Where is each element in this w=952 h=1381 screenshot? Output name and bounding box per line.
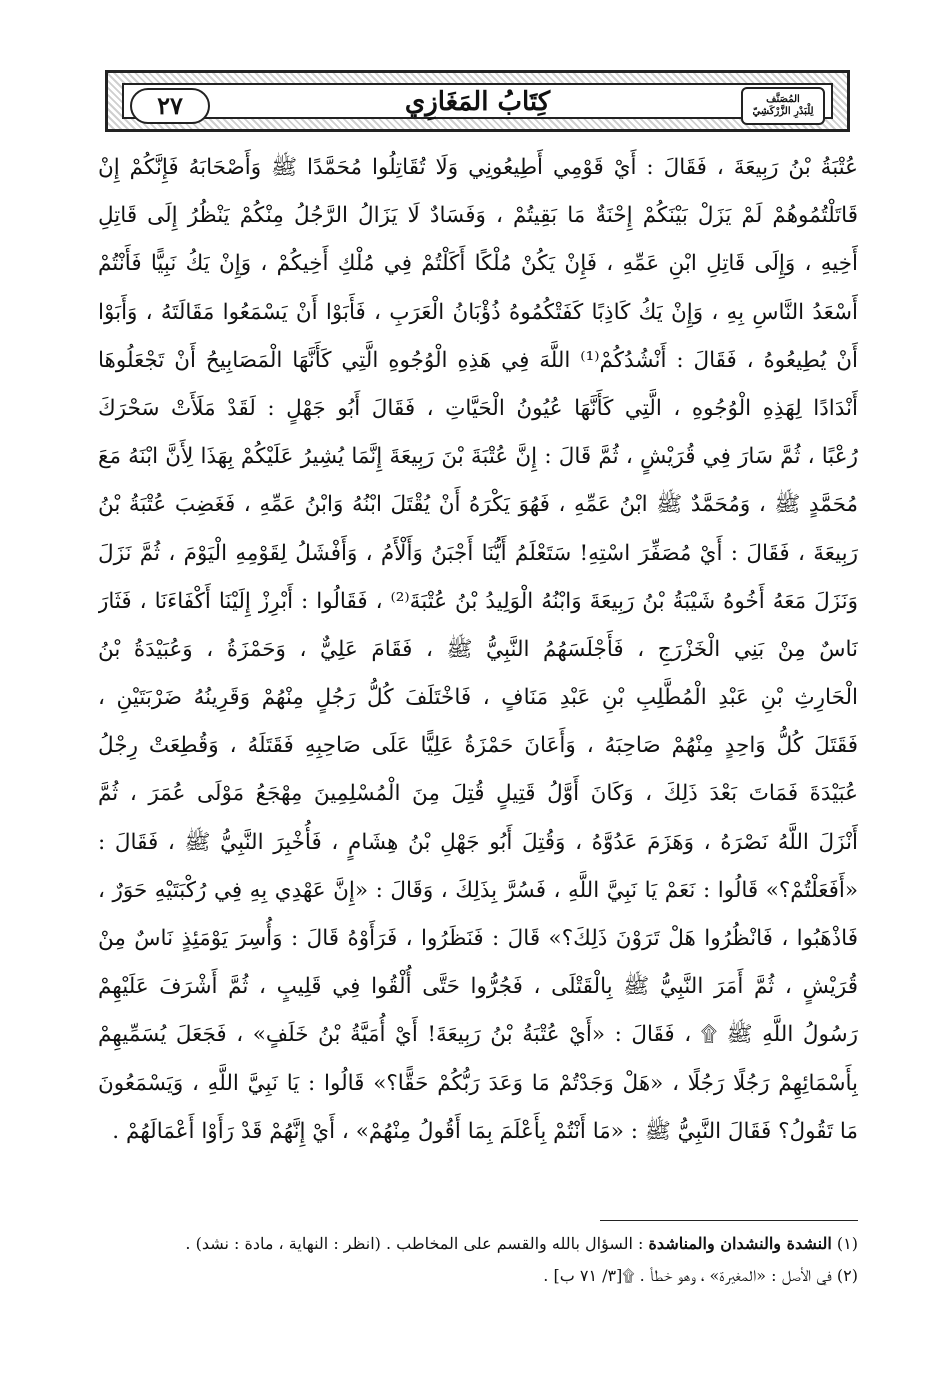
footnote-text: : السؤال بالله والقسم على المخاطب . (انظر : النهاية ، مادة : نشد) .: [185, 1234, 644, 1253]
text-line: بِأَسْمَائِهِمْ رَجُلًا رَجُلًا ، «هَلْ وَجَدْتُمْ مَا وَعَدَ رَبُّكُمْ حَقًّا؟» قَالُوا : يَا نَبِيَّ اللَّهِ ، وَيَسْمَعُونَ: [98, 1070, 858, 1096]
text-line: رَسُولُ اللَّهِ ﷺ ۩ ، فَقَالَ : «أَيْ عُتْبَةُ بْنُ رَبِيعَةَ! أَيْ أُمَيَّةُ بْنُ خَلَفٍ» ، فَجَعَلَ يُسَمِّيهِمْ: [98, 1022, 858, 1048]
text-line: أَنْ يُطِيعُوهُ ، فَقَالَ : أَنْشُدُكُمْ⁽¹⁾ اللَّهَ فِي هَذِهِ الْوُجُوهِ الَّتِي كَأَنَّهَا الْمَصَابِيحُ أَنْ تَجْعَلُوهَا: [98, 347, 858, 373]
text-line: نَاسٌ مِنْ بَنِي الْخَزْرَجِ ، فَأَجْلَسَهُمُ النَّبِيُّ ﷺ ، فَقَامَ عَلِيٌّ ، وَحَمْزَةُ ، وَعُبَيْدَةُ بْنُ: [98, 636, 858, 662]
footnote-marker: (٢): [836, 1266, 858, 1285]
footnote-term: النشدة والنشدان والمناشدة: [648, 1234, 832, 1253]
text-line: أَخِيهِ ، وَإِلَى قَاتِلِ ابْنِ عَمِّهِ ، فَإِنْ يَكُنْ مُلْكًا أَكَلْتُمْ فِي مُلْكِ أَخِيكُمْ ، وَإِنْ يَكُ نَبِيًّا فَأَنْتُمْ: [98, 251, 858, 277]
text-line: الْحَارِثِ بْنِ عَبْدِ الْمُطَّلِبِ بْنِ عَبْدِ مَنَافٍ ، فَاخْتَلَفَ كُلُّ رَجُلٍ مِنْهُمْ وَقَرِينُهُ ضَرْبَتَيْنِ ،: [98, 685, 858, 711]
book-title: كِتَابُ المَغَازِي: [404, 87, 551, 117]
text-line: مَا تَقُولُ؟ فَقَالَ النَّبِيُّ ﷺ : «مَا أَنْتُمْ بِأَعْلَمَ بِمَا أَقُولُ مِنْهُمْ» ، أَيْ إِنَّهُمْ قَدْ رَأَوْا أَعْمَالَهُمْ .: [112, 1118, 858, 1144]
text-line: عُتْبَةُ بْنُ رَبِيعَةَ ، فَقَالَ : أَيْ قَوْمِي أَطِيعُونِي وَلَا تُقَاتِلُوا مُحَمَّدًا ﷺ وَأَصْحَابَهُ فَإِنَّكُمْ إِنْ: [98, 155, 858, 180]
text-line: أَنْزَلَ اللَّهُ نَصْرَهُ ، وَهَزَمَ عَدُوَّهُ ، وَقُتِلَ أَبُو جَهْلِ بْنُ هِشَامٍ ، فَأُخْبِرَ النَّبِيُّ ﷺ ، فَقَالَ :: [98, 829, 858, 855]
footnote-1: [98, 1228, 858, 1260]
text-line: رَبِيعَةَ ، فَقَالَ : أَيْ مُصَفِّرَ اسْتِهِ! سَتَعْلَمُ أَيُّنَا أَجْبَنُ وَأَلْأَمُ ، وَأَفْشَلُ لِقَوْمِهِ الْيَوْمَ ، ثُمَّ نَزَلَ: [98, 540, 858, 566]
text-line: مُحَمَّدٍ ﷺ ، وَمُحَمَّدٌ ﷺ ابْنُ عَمِّهِ ، فَهُوَ يَكْرَهُ أَنْ يُقْتَلَ ابْنُهُ وَابْنُ عَمِّهِ ، فَغَضِبَ عُتْبَةُ بْنُ: [98, 492, 858, 518]
text-line: عُبَيْدَةَ فَمَاتَ بَعْدَ ذَلِكَ ، وَكَانَ أَوَّلُ قَتِيلٍ قُتِلَ مِنَ الْمُسْلِمِينَ مِهْجَعُ مَوْلَى عُمَرَ ، ثُمَّ: [98, 781, 858, 807]
text-line: وَنَزَلَ مَعَهُ أَخُوهُ شَيْبَةُ بْنُ رَبِيعَةَ وَابْنُهُ الْوَلِيدُ بْنُ عُتْبَةَ⁽²⁾ ، فَقَالُوا : أَبْرِزْ إِلَيْنَا أَكْفَاءَنَا ، فَثَارَ: [98, 588, 858, 614]
header-frame: [122, 83, 833, 119]
publisher-logo: [741, 87, 825, 125]
footnote-marker: (١): [836, 1234, 858, 1253]
text-line: «أَفَعَلْتُمْ؟» قَالُوا : نَعَمْ يَا نَبِيَّ اللَّهِ ، فَسُرَّ بِذَلِكَ ، وَقَالَ : «إِنَّ عَهْدِي بِهِ فِي رُكْبَتَيْهِ حَوَرٌ ،: [98, 877, 858, 903]
footnotes: [98, 1228, 858, 1292]
footnote-divider: [600, 1220, 858, 1221]
text-line: قَاتَلْتُمُوهُمْ لَمْ يَزَلْ بَيْنَكُمْ إِحْنَةٌ مَا بَقِيتُمْ ، وَفَسَادٌ لَا يَزَالُ الرَّجُلُ مِنْكُمْ يَنْظُرُ إِلَى قَاتِلِ: [98, 203, 858, 229]
text-line: قُرَيْشٍ ، ثُمَّ أَمَرَ النَّبِيُّ ﷺ بِالْقَتْلَى ، فَجُرُّوا حَتَّى أُلْقُوا فِي قَلِيبٍ ، ثُمَّ أَشْرَفَ عَلَيْهِمْ: [98, 974, 858, 1000]
footnote-2: [98, 1260, 858, 1292]
footnote-text: في الأصل : «المغيرة» ، وهو خطأ . ۩[٣/ ٧١ ب] .: [543, 1266, 832, 1285]
text-line: رُعْبًا ، ثُمَّ سَارَ فِي قُرَيْشٍ ، ثُمَّ قَالَ : إِنَّ عُتْبَةَ بْنَ رَبِيعَةَ إِنَّمَا يُشِيرُ عَلَيْكُمْ بِهَذَا لِأَنَّ ابْنَهُ مَعَ: [98, 444, 858, 470]
text-line: فَقَتَلَ كُلُّ وَاحِدٍ مِنْهُمْ صَاحِبَهُ ، وَأَعَانَ حَمْزَةُ عَلِيًّا عَلَى صَاحِبِهِ فَقَتَلَهُ ، وَقُطِعَتْ رِجْلُ: [98, 733, 858, 759]
text-line: أَنْدَادًا لِهَذِهِ الْوُجُوهِ ، الَّتِي كَأَنَّهَا عُيُونُ الْحَيَّاتِ ، فَقَالَ أَبُو جَهْلٍ : لَقَدْ مَلَأَتْ سَحْرَكَ: [98, 395, 858, 421]
logo-line-1: المُصَنَّف: [766, 94, 800, 105]
text-line: أَسْعَدُ النَّاسِ بِهِ ، وَإِنْ يَكُ كَاذِبًا كَفَتْكُمُوهُ ذُؤْبَانُ الْعَرَبِ ، فَأَبَوْا أَنْ يَسْمَعُوا مَقَالَتَهُ ، وَأَبَوْا: [98, 299, 858, 325]
logo-line-2: لِلْبَدْرِ الزَّرْكَشِيّ: [752, 106, 814, 117]
text-line: فَاذْهَبُوا ، فَانْظُرُوا هَلْ تَرَوْنَ ذَلِكَ؟» قَالَ : فَنَظَرُوا ، فَرَأَوْهُ قَالَ : وَأُسِرَ يَوْمَئِذٍ نَاسٌ مِنْ: [98, 926, 858, 951]
main-text: [98, 144, 858, 1156]
page-header: [105, 70, 850, 132]
page-number: ٢٧: [130, 88, 210, 124]
